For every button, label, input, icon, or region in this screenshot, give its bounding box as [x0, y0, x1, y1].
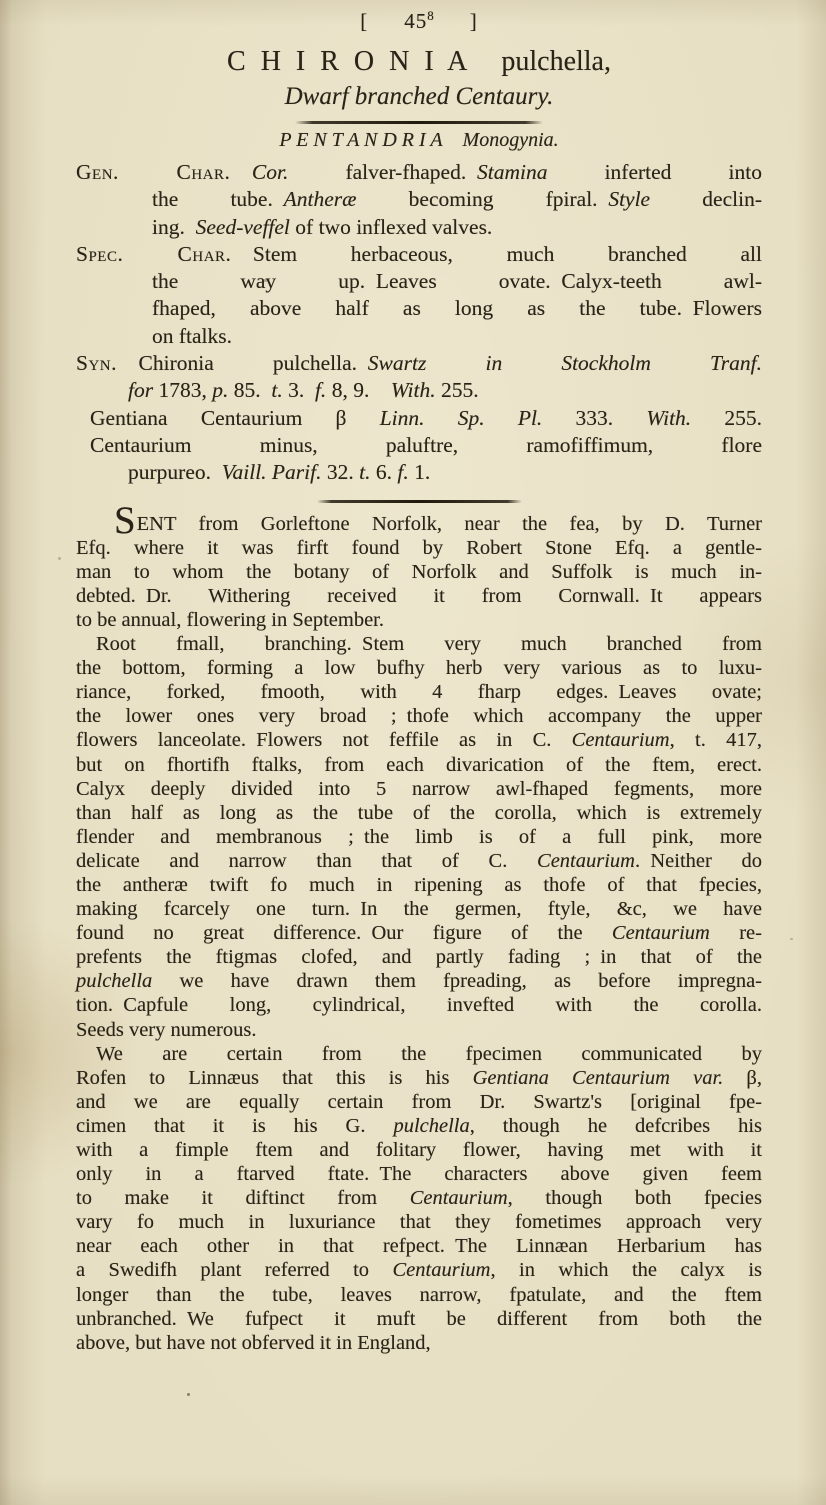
- text-line: Root fmall, branching. Stem very much branched from: [96, 633, 762, 656]
- title-divider-rule: [295, 121, 543, 124]
- text-line: for 1783, p. 85. t. 3. f. 8, 9. With. 255.: [128, 378, 479, 403]
- text-line: Centaurium minus, paluftre, ramofiffimum, flore: [90, 432, 762, 457]
- spec-char-entry: [76, 241, 762, 350]
- text-line: vary fo much in luxuriance that they fometimes approach very: [76, 1211, 762, 1234]
- text-line: the way up. Leaves ovate. Calyx-teeth awl-: [152, 269, 762, 294]
- text-line: to make it diftinct from Centaurium, though both fpecies: [76, 1187, 762, 1210]
- text-line: debted. Dr. Withering received it from Cornwall. It appears: [76, 584, 762, 607]
- text-line: cimen that it is his G. pulchella, though he defcribes his: [76, 1114, 762, 1137]
- text-line: ing. Seed-veffel of two inflexed valves.: [152, 214, 493, 239]
- text-line: purpureo. Vaill. Parif. 32. t. 6. f. 1.: [128, 460, 431, 485]
- characters-section: [76, 159, 762, 487]
- text-line: than half as long as the tube of the corolla, which is extremely: [76, 801, 762, 824]
- text-line: Rofen to Linnæus that this is his Gentiana Centaurium var. β,: [76, 1066, 762, 1089]
- text-line: fhaped, above half as long as the tube. Flowers: [152, 296, 762, 321]
- text-line: Seeds very numerous.: [76, 1018, 257, 1041]
- page-number: $45^8$: [404, 8, 434, 33]
- linnaean-order: Monogynia.: [462, 129, 559, 151]
- text-line: Calyx deeply divided into 5 narrow awl-fhaped fegments, more: [76, 777, 762, 800]
- text-line: the antheræ twift fo much in ripening as thofe of that fpecies,: [76, 873, 762, 896]
- paper-speck: [58, 557, 61, 560]
- gen-char-entry: [76, 159, 762, 241]
- species-title: [76, 46, 762, 78]
- genus-name: C H I R O N I A: [227, 46, 472, 77]
- text-line: Efq. where it was firft found by Robert Stone Efq. a gentle-: [76, 536, 762, 559]
- text-line: and we are equally certain from Dr. Swartz's [original fpe-: [76, 1090, 762, 1113]
- bracket-left: [: [360, 9, 369, 33]
- text-line: unbranched. We fufpect it muft be different from both the: [76, 1307, 762, 1330]
- text-line: Gentiana Centaurium β Linn. Sp. Pl. 333. With. 255.: [90, 405, 763, 430]
- species-epithet: pulchella,: [501, 46, 611, 77]
- text-line: SENT from Gorleftone Norfolk, near the fea, by D. Turner: [114, 498, 762, 542]
- text-line: making fcarcely one turn. In the germen, ftyle, &c, we have: [76, 898, 762, 921]
- page-number-superscript: 8: [427, 8, 434, 23]
- text-line: We are certain from the fpecimen communicated by: [96, 1042, 762, 1065]
- text-line: Gen. Char. Cor. falver-fhaped. Stamina inferted into: [76, 160, 762, 184]
- paper-speck: [187, 1393, 190, 1396]
- text-line: prefents the ftigmas clofed, and partly fading ; in that of the: [76, 946, 762, 969]
- text-line: Syn. Chironia pulchella. Swartz in Stockholm Tranf.: [76, 351, 762, 376]
- text-line: only in a ftarved ftate. The characters above given feem: [76, 1163, 762, 1186]
- section-divider-rule: [317, 500, 522, 503]
- common-name: Dwarf branched Centaury.: [284, 83, 554, 110]
- text-line: the lower ones very broad ; thofe which accompany the upper: [76, 705, 762, 728]
- text-line: tion. Capfule long, cylindrical, invefted with the corolla.: [76, 994, 762, 1017]
- text-line: above, but have not obferved it in England,: [76, 1331, 431, 1354]
- text-line: flender and membranous ; the limb is of a full pink, more: [76, 825, 762, 848]
- page-header: [76, 8, 762, 34]
- text-line: found no great difference. Our figure of the Centaurium re-: [76, 922, 762, 945]
- linnaean-class: P E N T A N D R I A: [279, 129, 443, 151]
- text-line: on ftalks.: [152, 323, 233, 348]
- text-line: riance, forked, fmooth, with 4 fharp edges. Leaves ovate;: [76, 681, 762, 704]
- synonyms-entry: [76, 350, 762, 486]
- text-line: Spec. Char. Stem herbaceous, much branched all: [76, 241, 762, 266]
- text-line: longer than the tube, leaves narrow, fpatulate, and the ftem: [76, 1283, 762, 1306]
- description-paragraph: [76, 632, 762, 1042]
- text-column: [76, 6, 762, 1355]
- text-line: flowers lanceolate. Flowers not feffile as in C. Centaurium, t. 417,: [76, 729, 762, 752]
- text-line: delicate and narrow than that of C. Centaurium. Neither do: [76, 849, 762, 872]
- text-line: a Swedifh plant referred to Centaurium, in which the calyx is: [76, 1259, 763, 1282]
- text-line: but on fhortifh ftalks, from each divarication of the ftem, erect.: [76, 753, 762, 776]
- intro-paragraph: [76, 498, 762, 632]
- text-line: pulchella we have drawn them fpreading, as before impregna-: [76, 970, 762, 993]
- text-line: the tube. Antheræ becoming fpiral. Style declin-: [152, 187, 762, 212]
- discussion-paragraph: [76, 1042, 762, 1355]
- description-section: [76, 498, 763, 1355]
- taxonomy-line: [76, 129, 762, 152]
- paper-speck: [790, 938, 793, 940]
- text-line: man to whom the botany of Norfolk and Suffolk is much in-: [76, 560, 762, 583]
- text-line: the bottom, forming a low bufhy herb very various as to luxu-: [76, 657, 762, 680]
- text-line: with a fimple ftem and folitary flower, having met with it: [76, 1139, 762, 1161]
- text-line: near each other in that refpect. The Linnæan Herbarium has: [76, 1235, 762, 1258]
- bracket-right: ]: [469, 9, 478, 33]
- text-line: to be annual, flowering in September.: [76, 608, 384, 631]
